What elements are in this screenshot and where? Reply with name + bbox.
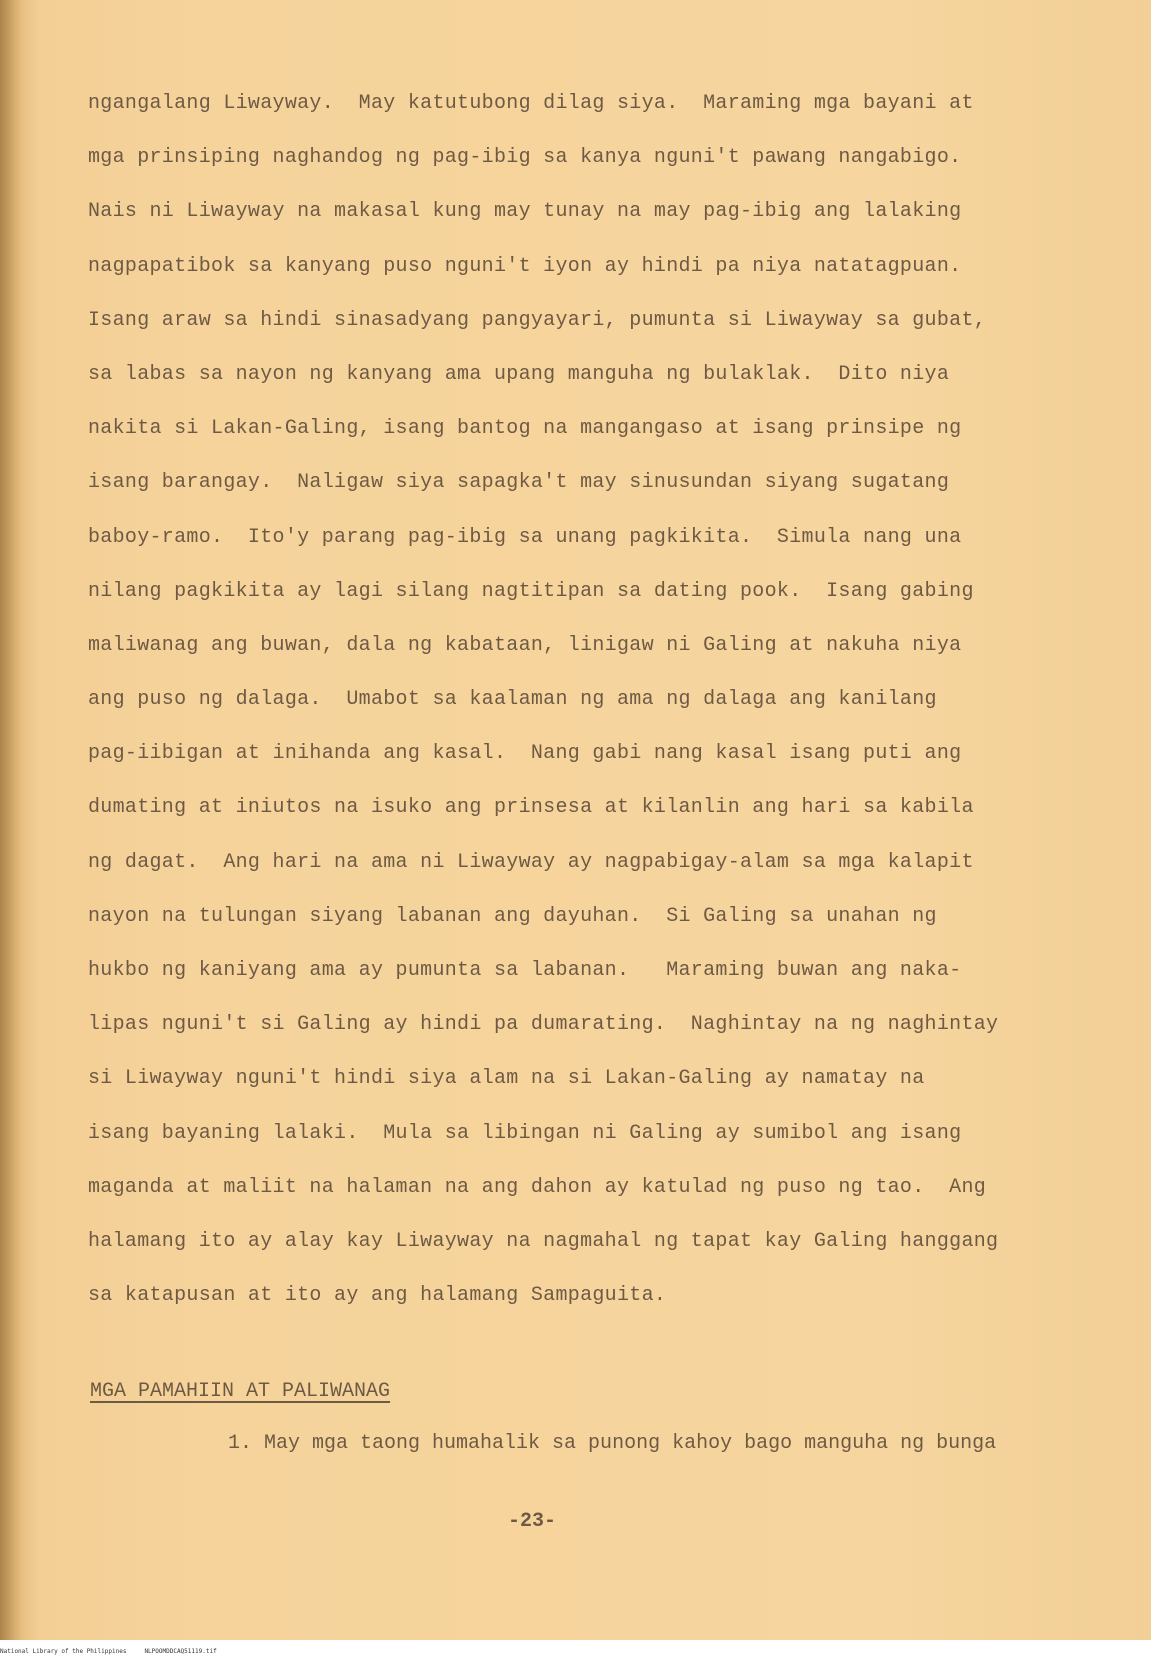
- paragraph-line: Nais ni Liwayway na makasal kung may tunay na may pag-ibig ang lalaking: [88, 200, 962, 224]
- paragraph-line: sa katapusan at ito ay ang halamang Sampaguita.: [88, 1284, 667, 1308]
- section-heading: MGA PAMAHIIN AT PALIWANAG: [90, 1380, 391, 1403]
- paragraph-line: maganda at maliit na halaman na ang dahon ay katulad ng puso ng tao. Ang: [88, 1175, 987, 1199]
- paragraph-line: hukbo ng kaniyang ama ay pumunta sa labanan. Maraming buwan ang naka-: [88, 959, 962, 982]
- superstition-item-1: 1. May mga taong humahalik sa punong kahoy bago manguha ng bunga: [228, 1432, 997, 1455]
- footer-file-name: NLPOOMDDCAQ51119.tif: [144, 1648, 217, 1655]
- paragraph-line: ng dagat. Ang hari na ama ni Liwayway ay nagpabigay-alam sa mga kalapit: [88, 850, 974, 874]
- footer-library-name: National Library of the Philippines: [0, 1648, 127, 1655]
- paragraph-line: sa labas sa nayon ng kanyang ama upang manguha ng bulaklak. Dito niya: [88, 362, 950, 386]
- paragraph-line: Isang araw sa hindi sinasadyang pangyayari, pumunta si Liwayway sa gubat,: [88, 308, 987, 332]
- paragraph-line: dumating at iniutos na isuko ang prinsesa at kilanlin ang hari sa kabila: [88, 796, 974, 820]
- paragraph-line: nakita si Lakan-Galing, isang bantog na mangangaso at isang prinsipe ng: [88, 417, 962, 441]
- paragraph-line: nagpapatibok sa kanyang puso nguni't iyon ay hindi pa niya natatagpuan.: [88, 254, 962, 278]
- paragraph-line: isang bayaning lalaki. Mula sa libingan ni Galing ay sumibol ang isang: [88, 1121, 962, 1145]
- paragraph-line: lipas nguni't si Galing ay hindi pa dumarating. Naghintay na ng naghintay: [88, 1013, 999, 1037]
- paragraph-line: nayon na tulungan siyang labanan ang dayuhan. Si Galing sa unahan ng: [88, 904, 937, 928]
- paragraph-line: ngangalang Liwayway. May katutubong dilag siya. Maraming mga bayani at: [88, 92, 974, 115]
- paragraph-line: mga prinsiping naghandog ng pag-ibig sa kanya nguni't pawang nangabigo.: [88, 146, 962, 170]
- story-paragraph: [88, 90, 1088, 1336]
- paragraph-line: halamang ito ay alay kay Liwayway na nagmahal ng tapat kay Galing hanggang: [88, 1229, 999, 1253]
- scan-footer: [0, 1648, 235, 1655]
- paragraph-line: si Liwayway nguni't hindi siya alam na si Lakan-Galing ay namatay na: [88, 1067, 925, 1091]
- paragraph-line: nilang pagkikita ay lagi silang nagtitipan sa dating pook. Isang gabing: [88, 579, 974, 603]
- paragraph-line: pag-iibigan at inihanda ang kasal. Nang gabi nang kasal isang puti ang: [88, 742, 962, 766]
- paragraph-line: baboy-ramo. Ito'y parang pag-ibig sa unang pagkikita. Simula nang una: [88, 525, 962, 549]
- paragraph-line: isang barangay. Naligaw siya sapagka't may sinusundan siyang sugatang: [88, 471, 950, 495]
- paragraph-line: maliwanag ang buwan, dala ng kabataan, linigaw ni Galing at nakuha niya: [88, 633, 962, 657]
- paragraph-line: ang puso ng dalaga. Umabot sa kaalaman ng ama ng dalaga ang kanilang: [88, 688, 937, 712]
- page-number: -23-: [508, 1510, 557, 1533]
